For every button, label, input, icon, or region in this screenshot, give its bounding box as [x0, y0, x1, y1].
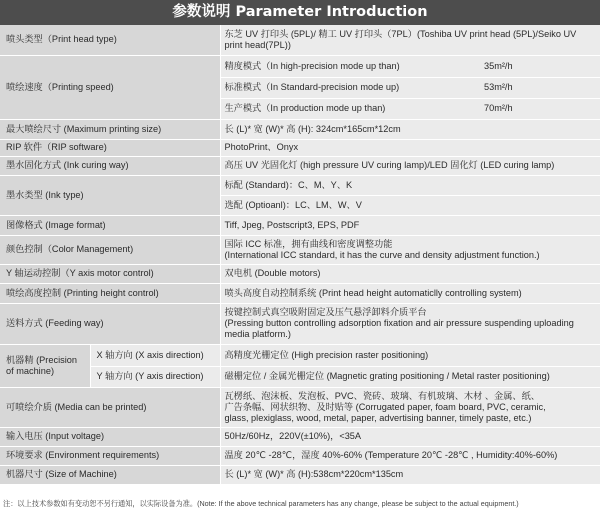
feeding-value-line-1: 按键控制式真空吸附固定及压气悬浮卸料介质平台 [224, 307, 427, 317]
row-label-image-format: 图像格式 (Image format) [0, 215, 220, 235]
speed-value-high: 35m²/h [480, 55, 600, 77]
row-label-environment: 环境要求 (Environment requirements) [0, 446, 220, 465]
speed-mode-standard: 标准模式（In Standard-precision mode up) [220, 77, 480, 98]
precision-x-value: 高精度光栅定位 (High precision raster positioning) [220, 344, 600, 366]
row-label-curing: 墨水固化方式 (Ink curing way) [0, 156, 220, 175]
row-value-max-size: 长 (L)* 宽 (W)* 高 (H): 324cm*165cm*12cm [220, 119, 600, 139]
table-row [0, 119, 600, 139]
speed-mode-high: 精度模式（In high-precision mode up than) [220, 55, 480, 77]
row-value-height-control: 喷头高度自动控制系统 (Print head height automaticlly controlling system) [220, 283, 600, 303]
row-value-print-head: 东芝 UV 打印头 (5PL)/ 精工 UV 打印头（7PL）(Toshiba UV print head (5PL)/Seiko UV print head(7PL)) [220, 25, 600, 55]
row-label-media: 可喷绘介质 (Media can be printed) [0, 387, 220, 427]
precision-y-value: 磁栅定位 / 金属光栅定位 (Magnetic grating positioning / Metal raster positioning) [220, 366, 600, 387]
row-value-image-format: Tiff, Jpeg, Postscript3, EPS, PDF [220, 215, 600, 235]
row-label-precision: 机器精 (Precision of machine) [0, 344, 90, 387]
table-row [0, 25, 600, 55]
table-row [0, 55, 600, 77]
row-value-y-motion: 双电机 (Double motors) [220, 264, 600, 283]
table-row [0, 235, 600, 264]
table-row [0, 303, 600, 344]
row-value-curing: 高压 UV 光固化灯 (high pressure UV curing lamp)/LED 固化灯 (LED curing lamp) [220, 156, 600, 175]
media-value-line-2: 广告条幅、网状织物、及时贴等 (Corrugated paper, foam board, PVC, ceramic, [224, 401, 546, 412]
row-value-rip: PhotoPrint、Onyx [220, 139, 600, 156]
row-label-ink: 墨水类型 (Ink type) [0, 175, 220, 215]
color-value-line-2: (International ICC standard, it has the curve and density adjustment function.) [224, 249, 540, 260]
row-label-speed: 喷绘速度（Printing speed) [0, 55, 220, 119]
color-value-line-1: 国际 ICC 标准，拥有曲线和密度调整功能 [224, 238, 393, 249]
media-value-line-1: 瓦楞纸、泡沫板、发泡板、PVC、瓷砖、玻璃、有机玻璃、木材 、金属、纸、 [224, 390, 540, 401]
footnote: 注：以上技术参数如有变动恕不另行通知，以实际设备为准。(Note: If the above technical parameters has any change, please be subject to the actual equipment.) [3, 499, 519, 508]
parameter-table [0, 25, 600, 485]
row-label-y-motion: Y 轴运动控制（Y axis motor control) [0, 264, 220, 283]
ink-standard: 标配 (Standard)：C、M、Y、K [220, 175, 600, 195]
table-row [0, 264, 600, 283]
table-row [0, 465, 600, 484]
feeding-value-line-2: (Pressing button controlling adsorption fixation and air pressure suspending uploading media platform.) [224, 318, 574, 339]
table-row [0, 366, 600, 387]
speed-mode-production: 生产模式（In production mode up than) [220, 98, 480, 119]
speed-value-production: 70m²/h [480, 98, 600, 119]
table-row [0, 215, 600, 235]
ink-optional: 选配 (Optioanl)：LC、LM、W、V [220, 195, 600, 215]
table-row [0, 446, 600, 465]
table-row [0, 156, 600, 175]
row-label-feeding: 送料方式 (Feeding way) [0, 303, 220, 344]
speed-value-standard: 53m²/h [480, 77, 600, 98]
media-value-line-3: glass, plexiglass, wood, metal, paper, advertising banner, timely paste, etc.) [224, 412, 532, 423]
table-row [0, 175, 600, 195]
table-row [0, 344, 600, 366]
precision-x-label: X 轴方向 (X axis direction) [90, 344, 220, 366]
row-label-voltage: 输入电压 (Input voltage) [0, 427, 220, 446]
row-label-height-control: 喷绘高度控制 (Printing height control) [0, 283, 220, 303]
row-value-machine-size: 长 (L)* 宽 (W)* 高 (H):538cm*220cm*135cm [220, 465, 600, 484]
page-title: 参数说明 Parameter Introduction [0, 0, 600, 25]
row-label-rip: RIP 软件（RIP software) [0, 139, 220, 156]
table-row [0, 139, 600, 156]
precision-y-label: Y 轴方向 (Y axis direction) [90, 366, 220, 387]
table-row [0, 427, 600, 446]
row-value-voltage: 50Hz/60Hz，220V(±10%)，<35A [220, 427, 600, 446]
row-value-environment: 温度 20℃ -28℃，湿度 40%-60% (Temperature 20℃ -28℃ , Humidity:40%-60%) [220, 446, 600, 465]
table-row [0, 387, 600, 427]
row-label-color: 颜色控制（Color Management) [0, 235, 220, 264]
row-label-print-head: 喷头类型（Print head type) [0, 25, 220, 55]
row-label-machine-size: 机器尺寸 (Size of Machine) [0, 465, 220, 484]
row-label-max-size: 最大喷绘尺寸 (Maximum printing size) [0, 119, 220, 139]
table-row [0, 283, 600, 303]
